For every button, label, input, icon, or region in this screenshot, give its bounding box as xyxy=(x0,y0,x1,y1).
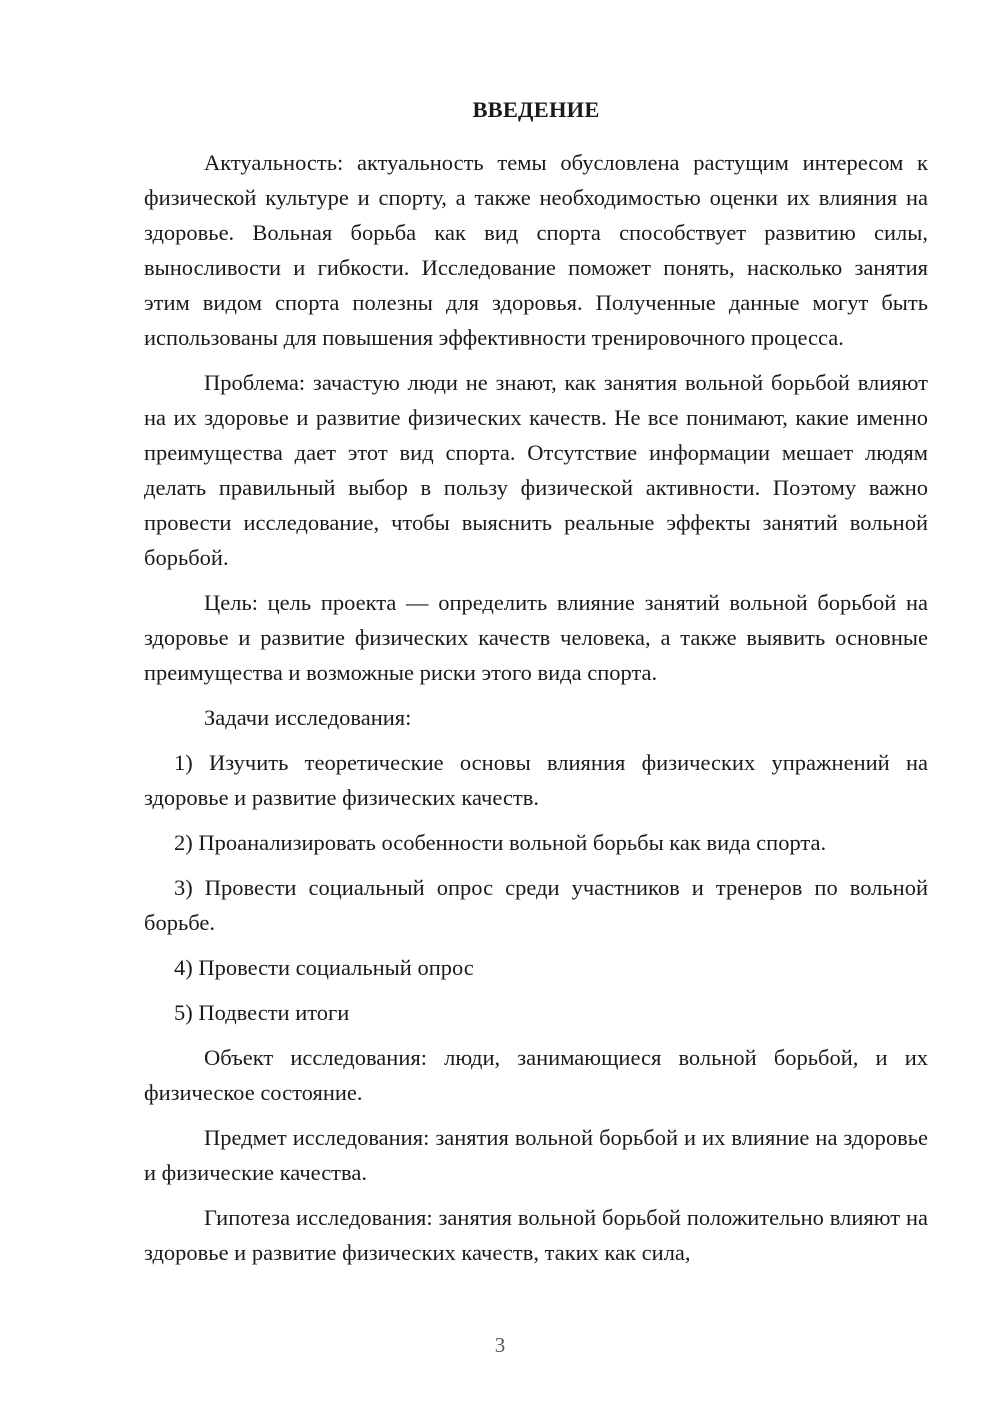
paragraph-hypothesis: Гипотеза исследования: занятия вольной борьбой положительно влияют на здоровье и развитие физических качеств, таких как сила, xyxy=(144,1205,928,1265)
paragraph-tasks-heading: Задачи исследования: xyxy=(204,705,412,730)
page-title: ВВЕДЕНИЕ xyxy=(472,97,600,122)
paragraph-subject: Предмет исследования: занятия вольной борьбой и их влияние на здоровье и физические качества. xyxy=(144,1125,928,1185)
document-page xyxy=(144,92,928,1280)
paragraph-object: Объект исследования: люди, занимающиеся вольной борьбой, и их физическое состояние. xyxy=(144,1045,928,1105)
task-item-4: 4) Провести социальный опрос xyxy=(174,955,474,980)
paragraph-relevance: Актуальность: актуальность темы обусловлена растущим интересом к физической культуре и спорту, а также необходимостью оценки их влияния на здоровье. Вольная борьба как вид спорта способствует развитию силы, выносливости и гибкости. Исследование поможет понять, насколько занятия этим видом спорта полезны для здоровья. Полученные данные могут быть использованы для повышения эффективности тренировочного процесса. xyxy=(144,150,928,350)
task-item-1: 1) Изучить теоретические основы влияния физических упражнений на здоровье и развитие физических качеств. xyxy=(144,750,928,810)
page-number: 3 xyxy=(494,1333,506,1357)
paragraph-goal: Цель: цель проекта — определить влияние занятий вольной борьбой на здоровье и развитие физических качеств человека, а также выявить основные преимущества и возможные риски этого вида спорта. xyxy=(144,590,928,685)
paragraph-problem: Проблема: зачастую люди не знают, как занятия вольной борьбой влияют на их здоровье и развитие физических качеств. Не все понимают, какие именно преимущества дает этот вид спорта. Отсутствие информации мешает людям делать правильный выбор в пользу физической активности. Поэтому важно провести исследование, чтобы выяснить реальные эффекты занятий вольной борьбой. xyxy=(144,370,928,570)
task-item-2: 2) Проанализировать особенности вольной борьбы как вида спорта. xyxy=(174,830,827,855)
task-item-5: 5) Подвести итоги xyxy=(174,1000,350,1025)
task-item-3: 3) Провести социальный опрос среди участников и тренеров по вольной борьбе. xyxy=(144,875,928,935)
